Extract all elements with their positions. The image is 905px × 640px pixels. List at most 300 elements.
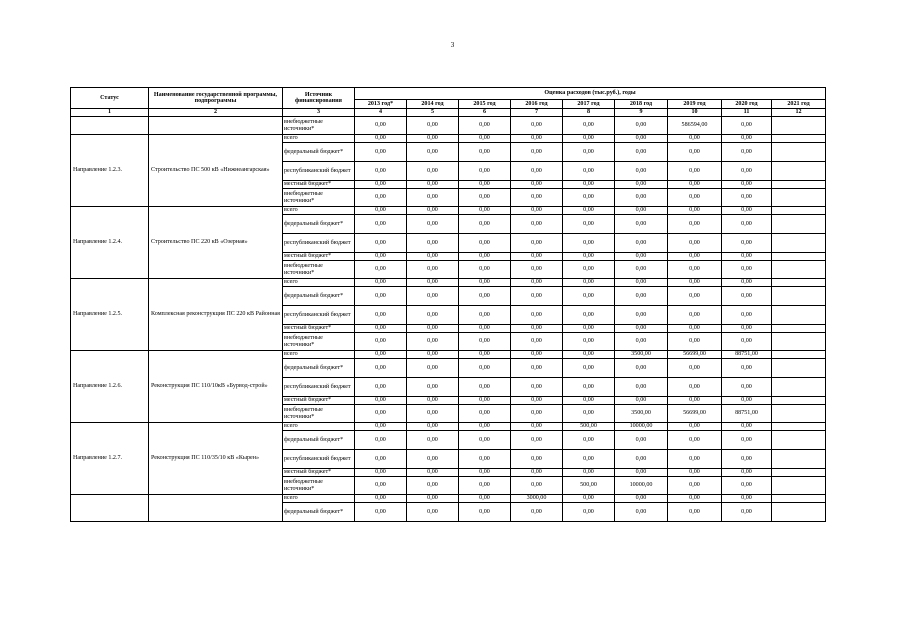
value-cell: 0,00 [407, 135, 459, 143]
value-cell: 0,00 [563, 503, 615, 522]
value-cell: 0,00 [407, 378, 459, 397]
funding-source-cell: внебюджетные источники* [283, 333, 355, 351]
value-cell: 0,00 [459, 405, 511, 423]
value-cell: 0,00 [459, 234, 511, 253]
value-cell: 0,00 [355, 325, 407, 333]
value-cell: 0,00 [615, 503, 668, 522]
value-cell: 0,00 [407, 469, 459, 477]
value-cell: 0,00 [615, 333, 668, 351]
value-cell: 0,00 [668, 325, 722, 333]
value-cell: 0,00 [459, 181, 511, 189]
value-cell: 0,00 [459, 397, 511, 405]
value-cell: 3500,00 [615, 351, 668, 359]
value-cell: 0,00 [615, 181, 668, 189]
header-row [71, 88, 826, 100]
column-number: 6 [459, 109, 511, 117]
value-cell: 0,00 [722, 431, 772, 450]
value-cell: 0,00 [722, 450, 772, 469]
value-cell: 0,00 [668, 495, 722, 503]
value-cell: 0,00 [407, 215, 459, 234]
value-cell: 0,00 [615, 469, 668, 477]
value-cell: 0,00 [511, 306, 563, 325]
year-header: 2019 год [668, 100, 722, 109]
value-cell: 0,00 [722, 495, 772, 503]
value-cell: 0,00 [511, 405, 563, 423]
value-cell: 0,00 [355, 143, 407, 162]
value-cell: 0,00 [722, 397, 772, 405]
value-cell: 0,00 [355, 135, 407, 143]
value-cell: 0,00 [722, 181, 772, 189]
value-cell: 0,00 [459, 287, 511, 306]
value-cell: 0,00 [407, 450, 459, 469]
table-row [71, 135, 826, 143]
column-number: 3 [283, 109, 355, 117]
value-cell: 0,00 [511, 423, 563, 431]
value-cell: 0,00 [563, 215, 615, 234]
value-cell: 0,00 [355, 431, 407, 450]
value-cell: 0,00 [459, 117, 511, 135]
column-number: 12 [772, 109, 826, 117]
value-cell: 0,00 [615, 287, 668, 306]
value-cell: 0,00 [459, 306, 511, 325]
value-cell: 0,00 [355, 503, 407, 522]
value-cell [772, 503, 826, 522]
value-cell: 0,00 [355, 450, 407, 469]
value-cell [772, 189, 826, 207]
value-cell: 0,00 [668, 359, 722, 378]
value-cell: 0,00 [615, 325, 668, 333]
value-cell: 0,00 [459, 333, 511, 351]
status-cell: Направление 1.2.7. [71, 423, 149, 495]
value-cell: 0,00 [407, 405, 459, 423]
value-cell: 88751,00 [722, 351, 772, 359]
value-cell: 0,00 [459, 450, 511, 469]
value-cell: 0,00 [407, 351, 459, 359]
value-cell: 0,00 [722, 189, 772, 207]
funding-source-cell: местный бюджет* [283, 397, 355, 405]
value-cell: 0,00 [668, 306, 722, 325]
value-cell [772, 359, 826, 378]
value-cell: 0,00 [615, 450, 668, 469]
value-cell [772, 234, 826, 253]
column-number: 4 [355, 109, 407, 117]
value-cell [772, 135, 826, 143]
value-cell: 0,00 [407, 162, 459, 181]
value-cell: 0,00 [355, 181, 407, 189]
value-cell: 0,00 [668, 423, 722, 431]
value-cell: 0,00 [615, 359, 668, 378]
value-cell: 0,00 [355, 189, 407, 207]
value-cell: 0,00 [511, 207, 563, 215]
table-row [71, 207, 826, 215]
value-cell: 0,00 [563, 325, 615, 333]
status-cell: Направление 1.2.3. [71, 135, 149, 207]
year-header: 2021 год [772, 100, 826, 109]
value-cell [772, 477, 826, 495]
value-cell [772, 261, 826, 279]
program-header: Наименование государственной программы, подпрограммы [149, 88, 283, 109]
value-cell: 0,00 [511, 287, 563, 306]
column-number: 1 [71, 109, 149, 117]
value-cell: 0,00 [511, 162, 563, 181]
program-name-cell: Строительство ПС 220 кВ «Озерная» [149, 207, 283, 279]
value-cell [772, 495, 826, 503]
value-cell: 0,00 [615, 495, 668, 503]
value-cell: 0,00 [722, 287, 772, 306]
value-cell: 0,00 [722, 253, 772, 261]
status-cell [71, 117, 149, 135]
value-cell: 0,00 [407, 181, 459, 189]
value-cell: 0,00 [459, 431, 511, 450]
value-cell: 0,00 [615, 143, 668, 162]
value-cell: 0,00 [563, 207, 615, 215]
value-cell: 0,00 [407, 477, 459, 495]
value-cell: 0,00 [355, 215, 407, 234]
value-cell: 0,00 [511, 469, 563, 477]
funding-source-cell: федеральный бюджет* [283, 359, 355, 378]
value-cell: 0,00 [459, 253, 511, 261]
estimate-header: Оценка расходов (тыс.руб.), годы [355, 88, 826, 100]
table-row [71, 351, 826, 359]
value-cell: 0,00 [722, 306, 772, 325]
funding-source-cell: республиканский бюджет [283, 234, 355, 253]
value-cell: 0,00 [668, 279, 722, 287]
year-header: 2020 год [722, 100, 772, 109]
value-cell: 0,00 [563, 143, 615, 162]
value-cell: 88751,00 [722, 405, 772, 423]
value-cell [772, 423, 826, 431]
table-row [71, 423, 826, 431]
value-cell: 0,00 [407, 207, 459, 215]
value-cell: 0,00 [668, 469, 722, 477]
value-cell [772, 325, 826, 333]
value-cell: 0,00 [407, 423, 459, 431]
value-cell: 0,00 [459, 279, 511, 287]
value-cell: 0,00 [459, 135, 511, 143]
value-cell: 0,00 [407, 503, 459, 522]
value-cell: 0,00 [511, 181, 563, 189]
value-cell: 0,00 [459, 162, 511, 181]
value-cell: 0,00 [511, 261, 563, 279]
value-cell: 0,00 [563, 378, 615, 397]
program-name-cell: Реконструкция ПС 110/35/10 кВ «Кырен» [149, 423, 283, 495]
budget-table [70, 87, 826, 522]
value-cell [772, 162, 826, 181]
year-header: 2018 год [615, 100, 668, 109]
value-cell: 0,00 [563, 287, 615, 306]
value-cell: 0,00 [355, 333, 407, 351]
value-cell: 0,00 [563, 261, 615, 279]
value-cell [772, 181, 826, 189]
value-cell: 0,00 [668, 503, 722, 522]
year-header: 2015 год [459, 100, 511, 109]
value-cell: 0,00 [722, 423, 772, 431]
value-cell: 0,00 [668, 287, 722, 306]
program-name-cell [149, 117, 283, 135]
value-cell: 0,00 [511, 477, 563, 495]
funding-source-cell: федеральный бюджет* [283, 431, 355, 450]
value-cell: 586594,00 [668, 117, 722, 135]
funding-source-cell: местный бюджет* [283, 469, 355, 477]
value-cell: 0,00 [355, 287, 407, 306]
status-cell: Направление 1.2.5. [71, 279, 149, 351]
value-cell: 0,00 [563, 495, 615, 503]
value-cell [772, 378, 826, 397]
value-cell: 0,00 [668, 477, 722, 495]
funding-source-cell: внебюджетные источники* [283, 405, 355, 423]
funding-source-cell: внебюджетные источники* [283, 477, 355, 495]
value-cell: 0,00 [407, 234, 459, 253]
value-cell: 0,00 [615, 279, 668, 287]
value-cell: 0,00 [355, 117, 407, 135]
value-cell: 0,00 [563, 450, 615, 469]
value-cell: 0,00 [511, 143, 563, 162]
value-cell: 500,00 [563, 477, 615, 495]
value-cell: 0,00 [668, 253, 722, 261]
value-cell: 0,00 [668, 162, 722, 181]
table-row [71, 495, 826, 503]
value-cell: 500,00 [563, 423, 615, 431]
value-cell: 0,00 [668, 378, 722, 397]
value-cell: 0,00 [459, 325, 511, 333]
value-cell: 0,00 [355, 477, 407, 495]
value-cell: 0,00 [355, 162, 407, 181]
value-cell: 0,00 [511, 431, 563, 450]
value-cell: 0,00 [355, 397, 407, 405]
value-cell: 0,00 [668, 397, 722, 405]
year-header: 2014 год [407, 100, 459, 109]
value-cell [772, 333, 826, 351]
value-cell: 0,00 [355, 423, 407, 431]
value-cell [772, 143, 826, 162]
value-cell [772, 207, 826, 215]
value-cell: 0,00 [355, 351, 407, 359]
value-cell: 0,00 [355, 306, 407, 325]
page-number: 3 [450, 41, 455, 49]
value-cell: 0,00 [511, 189, 563, 207]
value-cell: 56699,00 [668, 351, 722, 359]
value-cell: 0,00 [563, 397, 615, 405]
value-cell: 0,00 [668, 189, 722, 207]
value-cell: 0,00 [615, 215, 668, 234]
year-header: 2017 год [563, 100, 615, 109]
value-cell: 0,00 [563, 279, 615, 287]
value-cell: 0,00 [459, 189, 511, 207]
funding-source-cell: всего [283, 351, 355, 359]
value-cell: 0,00 [459, 207, 511, 215]
program-name-cell: Реконструкция ПС 110/10кВ «Бурвод-строй» [149, 351, 283, 423]
value-cell: 10000,00 [615, 423, 668, 431]
value-cell: 0,00 [407, 495, 459, 503]
funding-source-cell: федеральный бюджет* [283, 503, 355, 522]
value-cell: 0,00 [722, 117, 772, 135]
value-cell: 0,00 [722, 207, 772, 215]
value-cell: 0,00 [459, 378, 511, 397]
value-cell: 0,00 [511, 234, 563, 253]
value-cell: 0,00 [407, 325, 459, 333]
value-cell [772, 351, 826, 359]
value-cell: 0,00 [407, 359, 459, 378]
value-cell: 0,00 [355, 207, 407, 215]
value-cell: 0,00 [722, 143, 772, 162]
value-cell: 0,00 [355, 405, 407, 423]
column-number: 2 [149, 109, 283, 117]
value-cell: 0,00 [459, 351, 511, 359]
value-cell [772, 405, 826, 423]
value-cell: 0,00 [511, 117, 563, 135]
value-cell: 0,00 [459, 469, 511, 477]
funding-source-cell: местный бюджет* [283, 325, 355, 333]
value-cell [772, 287, 826, 306]
value-cell: 0,00 [407, 117, 459, 135]
value-cell: 0,00 [615, 397, 668, 405]
value-cell: 0,00 [511, 359, 563, 378]
program-name-cell [149, 495, 283, 522]
funding-source-cell: федеральный бюджет* [283, 287, 355, 306]
value-cell: 0,00 [668, 135, 722, 143]
value-cell: 0,00 [355, 469, 407, 477]
funding-source-cell: республиканский бюджет [283, 306, 355, 325]
value-cell: 0,00 [563, 117, 615, 135]
funding-source-cell: федеральный бюджет* [283, 143, 355, 162]
column-number: 7 [511, 109, 563, 117]
funding-source-cell: республиканский бюджет [283, 162, 355, 181]
value-cell [772, 253, 826, 261]
value-cell: 0,00 [722, 359, 772, 378]
value-cell: 0,00 [722, 378, 772, 397]
value-cell: 0,00 [563, 306, 615, 325]
funding-source-cell: внебюджетные источники* [283, 117, 355, 135]
value-cell: 0,00 [615, 162, 668, 181]
value-cell: 0,00 [511, 325, 563, 333]
value-cell: 0,00 [355, 279, 407, 287]
value-cell: 0,00 [722, 333, 772, 351]
value-cell: 0,00 [563, 234, 615, 253]
value-cell: 0,00 [668, 333, 722, 351]
value-cell: 0,00 [355, 253, 407, 261]
column-number: 5 [407, 109, 459, 117]
value-cell: 0,00 [615, 378, 668, 397]
value-cell [772, 450, 826, 469]
value-cell: 0,00 [722, 162, 772, 181]
program-name-cell: Комплексная реконструкция ПС 220 кВ Районная [149, 279, 283, 351]
value-cell: 0,00 [563, 359, 615, 378]
value-cell: 0,00 [459, 143, 511, 162]
value-cell: 0,00 [722, 234, 772, 253]
value-cell: 0,00 [459, 359, 511, 378]
value-cell [772, 306, 826, 325]
funding-source-cell: местный бюджет* [283, 253, 355, 261]
program-name-cell: Строительство ПС 500 кВ «Нижнеангарская» [149, 135, 283, 207]
value-cell: 0,00 [407, 287, 459, 306]
funding-source-cell: всего [283, 135, 355, 143]
value-cell: 0,00 [511, 378, 563, 397]
value-cell [772, 279, 826, 287]
value-cell: 0,00 [722, 477, 772, 495]
funding-source-cell: местный бюджет* [283, 181, 355, 189]
value-cell: 0,00 [668, 215, 722, 234]
value-cell: 0,00 [563, 351, 615, 359]
value-cell: 0,00 [459, 423, 511, 431]
value-cell: 0,00 [615, 261, 668, 279]
value-cell: 0,00 [563, 135, 615, 143]
value-cell: 0,00 [563, 189, 615, 207]
funding-source-cell: республиканский бюджет [283, 378, 355, 397]
value-cell: 0,00 [407, 143, 459, 162]
value-cell [772, 215, 826, 234]
value-cell: 0,00 [355, 261, 407, 279]
value-cell: 0,00 [615, 207, 668, 215]
value-cell: 0,00 [355, 234, 407, 253]
funding-source-cell: всего [283, 279, 355, 287]
source-header: Источник финансирования [283, 88, 355, 109]
value-cell: 0,00 [615, 189, 668, 207]
value-cell [772, 469, 826, 477]
column-number: 10 [668, 109, 722, 117]
value-cell: 0,00 [563, 431, 615, 450]
value-cell: 3500,00 [615, 405, 668, 423]
value-cell: 0,00 [722, 215, 772, 234]
table-row [71, 117, 826, 135]
funding-source-cell: всего [283, 423, 355, 431]
value-cell: 0,00 [668, 234, 722, 253]
value-cell: 0,00 [407, 253, 459, 261]
value-cell: 0,00 [407, 189, 459, 207]
funding-source-cell: внебюджетные источники* [283, 189, 355, 207]
status-header: Статус [71, 88, 149, 109]
funding-source-cell: республиканский бюджет [283, 450, 355, 469]
value-cell: 0,00 [722, 325, 772, 333]
value-cell: 0,00 [511, 450, 563, 469]
value-cell [772, 117, 826, 135]
value-cell: 0,00 [722, 261, 772, 279]
status-cell [71, 495, 149, 522]
value-cell: 0,00 [407, 431, 459, 450]
value-cell: 0,00 [511, 135, 563, 143]
value-cell: 0,00 [668, 181, 722, 189]
value-cell: 0,00 [511, 351, 563, 359]
column-number: 8 [563, 109, 615, 117]
value-cell: 3000,00 [511, 495, 563, 503]
column-number: 9 [615, 109, 668, 117]
value-cell: 0,00 [563, 181, 615, 189]
value-cell: 0,00 [722, 279, 772, 287]
status-cell: Направление 1.2.4. [71, 207, 149, 279]
value-cell: 0,00 [615, 117, 668, 135]
value-cell: 0,00 [615, 306, 668, 325]
value-cell: 0,00 [563, 253, 615, 261]
value-cell: 0,00 [615, 253, 668, 261]
year-header: 2016 год [511, 100, 563, 109]
value-cell: 0,00 [459, 495, 511, 503]
value-cell: 0,00 [459, 261, 511, 279]
value-cell: 0,00 [511, 503, 563, 522]
value-cell: 0,00 [722, 135, 772, 143]
value-cell: 0,00 [563, 162, 615, 181]
value-cell: 0,00 [511, 397, 563, 405]
value-cell: 0,00 [563, 405, 615, 423]
value-cell [772, 431, 826, 450]
value-cell: 0,00 [722, 503, 772, 522]
value-cell [772, 397, 826, 405]
value-cell: 0,00 [563, 469, 615, 477]
value-cell: 0,00 [668, 450, 722, 469]
value-cell: 0,00 [511, 253, 563, 261]
value-cell: 0,00 [668, 207, 722, 215]
value-cell: 0,00 [615, 135, 668, 143]
value-cell: 10000,00 [615, 477, 668, 495]
funding-source-cell: всего [283, 495, 355, 503]
